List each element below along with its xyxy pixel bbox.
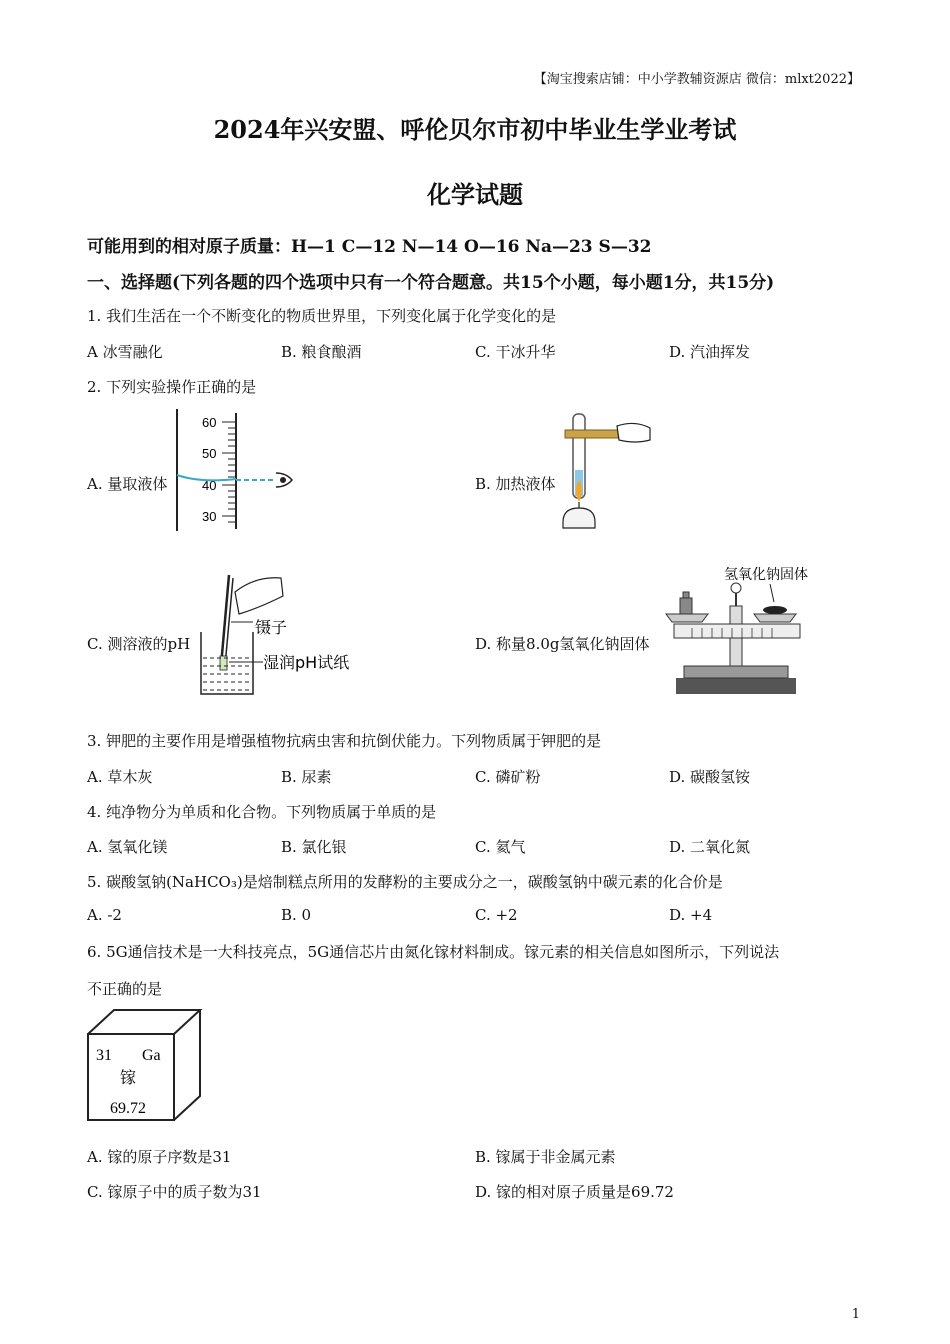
exam-title: 2024年兴安盟、呼伦贝尔市初中毕业生学业考试 bbox=[213, 115, 737, 144]
alcohol-lamp-icon bbox=[563, 508, 595, 528]
q4-option-a: A. 氢氧化镁 bbox=[87, 838, 168, 856]
element-symbol: Ga bbox=[142, 1047, 161, 1064]
q2-option-b: B. 加热液体 bbox=[475, 475, 556, 493]
q5-option-b: B. 0 bbox=[281, 906, 312, 924]
q2-option-d: D. 称量8.0g氢氧化钠固体 bbox=[475, 635, 650, 653]
q6-stem-continued: 不正确的是 bbox=[87, 980, 163, 998]
q5-option-d: D. +4 bbox=[669, 906, 713, 924]
atomic-number: 31 bbox=[96, 1047, 112, 1064]
tick-label: 50 bbox=[202, 446, 217, 461]
q4-option-c: C. 氦气 bbox=[475, 838, 526, 856]
ph-paper-label: 湿润pH试纸 bbox=[263, 653, 350, 672]
q5-option-a: A. -2 bbox=[87, 906, 122, 924]
q6-option-a: A. 镓的原子序数是31 bbox=[87, 1148, 232, 1166]
page-number: 1 bbox=[851, 1307, 860, 1322]
q1-option-c: C. 干冰升华 bbox=[475, 343, 556, 361]
q4-stem: 4. 纯净物分为单质和化合物。下列物质属于单质的是 bbox=[87, 803, 437, 821]
exam-subtitle: 化学试题 bbox=[427, 180, 523, 209]
q1-option-d: D. 汽油挥发 bbox=[669, 343, 751, 361]
balance-figure bbox=[662, 562, 812, 697]
section-heading: 一、选择题(下列各题的四个选项中只有一个符合题意。共15个小题，每小题1分，共15分) bbox=[87, 273, 775, 293]
q2-stem: 2. 下列实验操作正确的是 bbox=[87, 378, 257, 396]
q4-option-b: B. 氯化银 bbox=[281, 838, 347, 856]
cylinder-figure bbox=[170, 405, 300, 535]
q3-option-d: D. 碳酸氢铵 bbox=[669, 768, 751, 786]
q5-stem: 5. 碳酸氢钠(NaHCO₃)是焙制糕点所用的发酵粉的主要成分之一，碳酸氢钠中碳元素的化合价是 bbox=[87, 873, 723, 891]
q3-stem: 3. 钾肥的主要作用是增强植物抗病虫害和抗倒伏能力。下列物质属于钾肥的是 bbox=[87, 732, 602, 750]
q3-option-b: B. 尿素 bbox=[281, 768, 332, 786]
q2-option-a: A. 量取液体 bbox=[87, 475, 168, 493]
q3-option-c: C. 磷矿粉 bbox=[475, 768, 541, 786]
naoh-label: 氢氧化钠固体 bbox=[724, 567, 808, 583]
q5-option-c: C. +2 bbox=[475, 906, 518, 924]
q6-option-b: B. 镓属于非金属元素 bbox=[475, 1148, 616, 1166]
heating-figure bbox=[555, 410, 655, 535]
q6-stem: 6. 5G通信技术是一大科技亮点，5G通信芯片由氮化镓材料制成。镓元素的相关信息如图所示，下列说法 bbox=[87, 943, 780, 961]
header-note: 【淘宝搜索店铺：中小学教辅资源店 微信：mlxt2022】 bbox=[533, 72, 860, 87]
element-name: 镓 bbox=[120, 1068, 137, 1087]
q3-option-a: A. 草木灰 bbox=[87, 768, 153, 786]
element-cell-figure bbox=[86, 1008, 206, 1123]
tick-label: 60 bbox=[202, 415, 217, 430]
q4-option-d: D. 二氧化氮 bbox=[669, 838, 751, 856]
q1-option-a: A 冰雪融化 bbox=[87, 343, 163, 361]
hand-icon bbox=[235, 578, 283, 614]
q6-option-c: C. 镓原子中的质子数为31 bbox=[87, 1183, 262, 1201]
hand-icon bbox=[617, 423, 650, 442]
q1-stem: 1. 我们生活在一个不断变化的物质世界里，下列变化属于化学变化的是 bbox=[87, 307, 557, 325]
tick-label: 30 bbox=[202, 509, 217, 524]
tweezers-label: 镊子 bbox=[255, 618, 288, 637]
atomic-mass: 69.72 bbox=[110, 1100, 146, 1117]
tick-label: 40 bbox=[202, 478, 217, 493]
q2-option-c: C. 测溶液的pH bbox=[87, 635, 191, 653]
atomic-mass-line: 可能用到的相对原子质量：H—1 C—12 N—14 O—16 Na—23 S—32 bbox=[87, 237, 652, 257]
ph-test-figure bbox=[195, 570, 375, 698]
q6-option-d: D. 镓的相对原子质量是69.72 bbox=[475, 1183, 674, 1201]
q1-option-b: B. 粮食酿酒 bbox=[281, 343, 362, 361]
